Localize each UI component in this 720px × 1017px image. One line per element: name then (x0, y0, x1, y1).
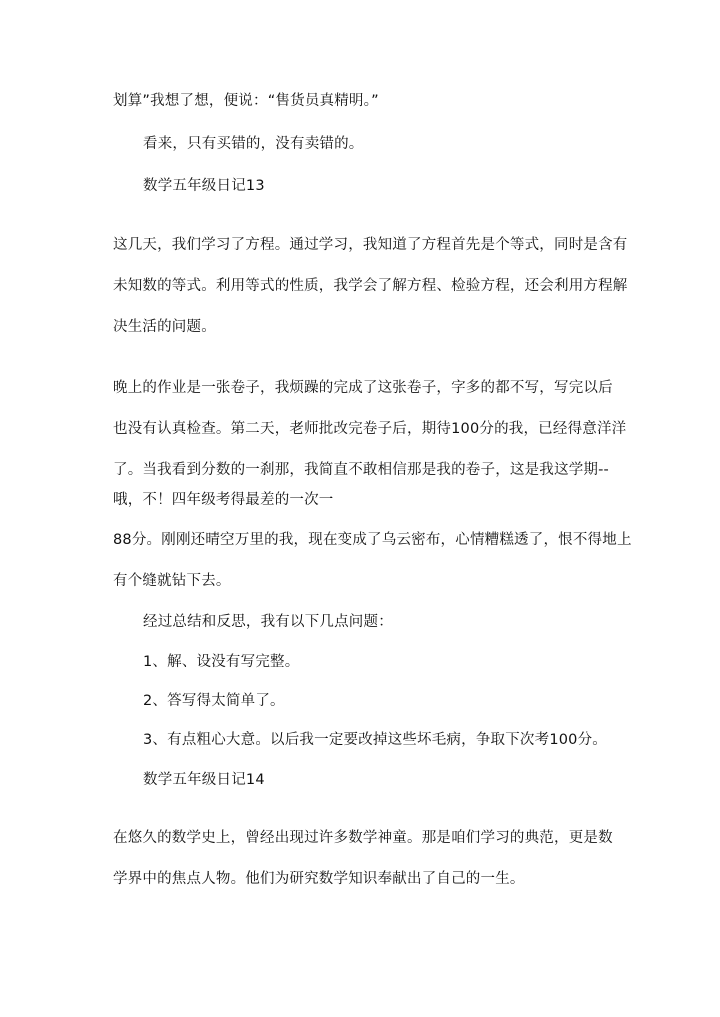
text-line: 学界中的焦点人物。他们为研究数学知识奉献出了自己的一生。 (113, 871, 525, 887)
list-item: 2、答写得太简单了。 (143, 693, 285, 709)
text-line: 了。当我看到分数的一刹那，我简直不敢相信那是我的卷子，这是我这学期-- (113, 462, 609, 478)
text-line: 决生活的问题。 (113, 319, 216, 335)
text-line: 看来，只有买错的，没有卖错的。 (143, 136, 364, 152)
text-line: 未知数的等式。利用等式的性质，我学会了解方程、检验方程，还会利用方程解 (113, 278, 628, 294)
text-line: 哦，不！四年级考得最差的一次一 (113, 492, 334, 508)
text-line: 经过总结和反思，我有以下几点问题： (143, 614, 393, 630)
text-line: 88分。刚刚还晴空万里的我，现在变成了乌云密布，心情糟糕透了，恨不得地上 (113, 532, 632, 548)
text-line: 划算”我想了想，便说：“售货员真精明。” (113, 93, 379, 109)
text-line: 有个缝就钻下去。 (113, 573, 231, 589)
section-heading: 数学五年级日记14 (143, 772, 265, 788)
section-heading: 数学五年级日记13 (143, 178, 265, 194)
text-line: 晚上的作业是一张卷子，我烦躁的完成了这张卷子，字多的都不写，写完以后 (113, 380, 613, 396)
text-line: 也没有认真检查。第二天，老师批改完卷子后，期待100分的我，已经得意洋洋 (113, 421, 627, 437)
text-line: 这几天，我们学习了方程。通过学习，我知道了方程首先是个等式，同时是含有 (113, 237, 628, 253)
list-item: 3、有点粗心大意。以后我一定要改掉这些坏毛病，争取下次考100分。 (143, 732, 607, 748)
text-line: 在悠久的数学史上，曾经出现过许多数学神童。那是咱们学习的典范，更是数 (113, 830, 613, 846)
list-item: 1、解、设没有写完整。 (143, 654, 300, 670)
